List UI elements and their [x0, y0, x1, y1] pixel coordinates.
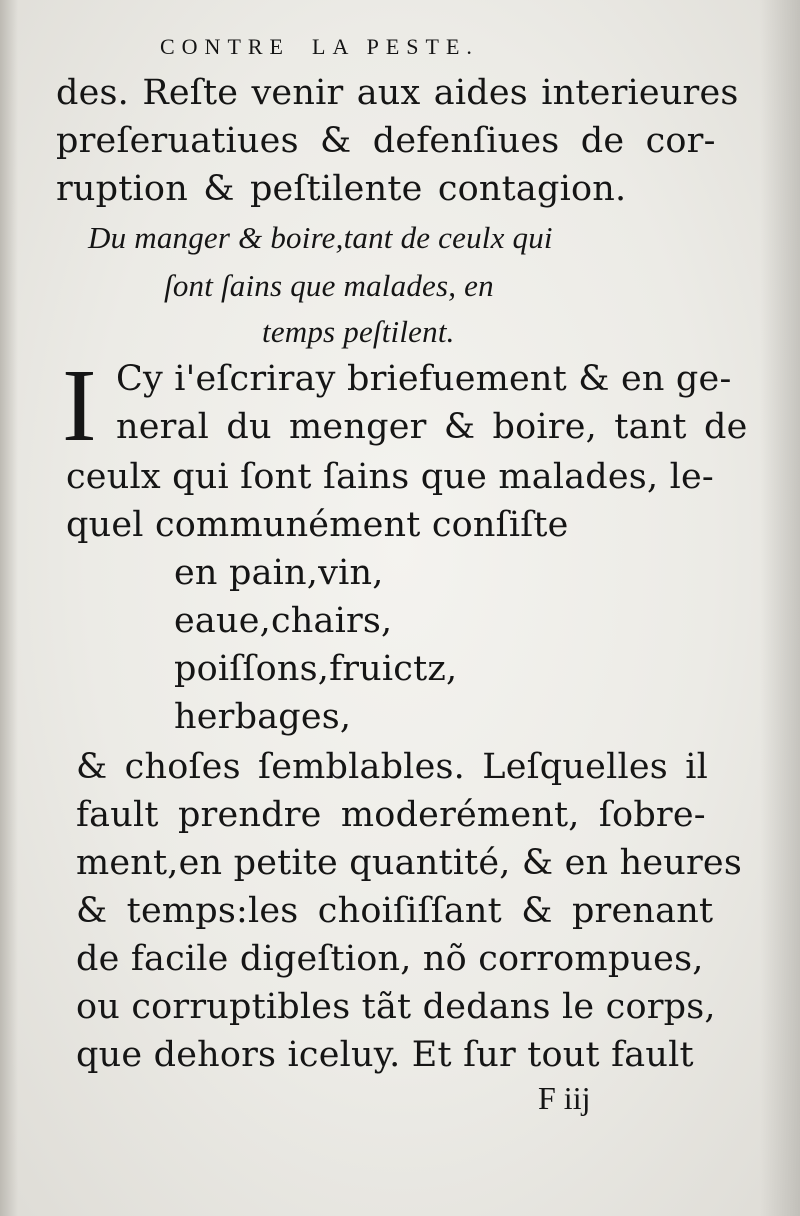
body-line-10: fault prendre moderément, ſobre- — [76, 795, 706, 835]
signature-mark: F iij — [538, 1080, 591, 1116]
body-line-1: Cy i'eſcriray briefuement & en ge- — [116, 359, 732, 399]
body-line-7: poiſſons,fruictz, — [174, 649, 458, 689]
body-line-11: ment,en petite quantité, & en heures — [76, 843, 742, 883]
heading-line-3: temps peſtilent. — [262, 314, 455, 349]
text-line-2: preſeruatiues & defenſiues de cor- — [56, 121, 716, 161]
body-line-2: neral du menger & boire, tant de — [116, 407, 748, 447]
body-line-3: ceulx qui ſont ſains que malades, le- — [66, 457, 714, 497]
heading-line-2: ſont ſains que malades, en — [164, 268, 494, 303]
running-head-left: CONTRE — [160, 34, 290, 59]
drop-cap: I — [62, 348, 97, 463]
body-line-6: eaue,chairs, — [174, 601, 393, 641]
body-line-4: quel communément conſiſte — [66, 505, 569, 545]
body-line-9: & choſes ſemblables. Leſquelles il — [76, 747, 709, 787]
body-line-14: ou corruptibles tãt dedans le corps, — [76, 987, 716, 1027]
running-head-right: LA PESTE. — [312, 34, 479, 59]
body-line-5: en pain,vin, — [174, 553, 384, 593]
heading-line-1: Du manger & boire,tant de ceulx qui — [88, 220, 553, 255]
running-head — [160, 34, 479, 60]
text-line-1: des. Reſte venir aux aides interieures — [56, 73, 739, 113]
body-line-12: & temps:les choiſiſſant & prenant — [76, 891, 714, 931]
body-line-8: herbages, — [174, 697, 352, 737]
body-line-13: de facile digeſtion, nõ corrompues, — [76, 939, 704, 979]
text-line-3: ruption & peſtilente contagion. — [56, 169, 627, 209]
body-line-15: que dehors iceluy. Et ſur tout fault — [76, 1035, 694, 1075]
